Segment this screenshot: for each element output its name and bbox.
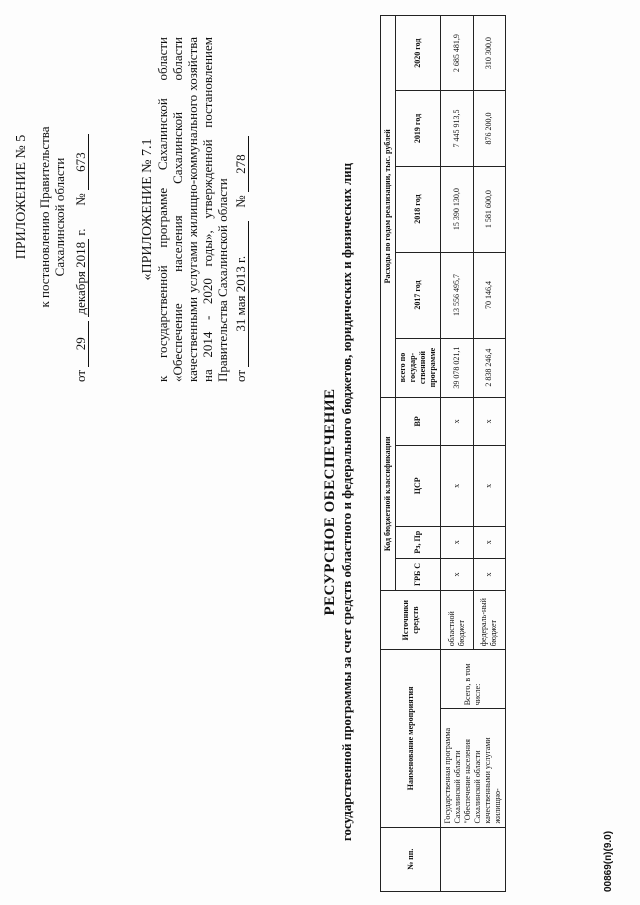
appendix71-text: к государственной программе Сахалинской области «Обеспечение населения Сахалинской области качественными услугами жилищно-коммунального хозяйства на 2014 - 2020 годы», утвержденной постановлением Правительства Сахалинской области (155, 37, 230, 382)
appendix-block (14, 52, 89, 382)
csr-cell: x (441, 446, 474, 527)
total-cell: 39 078 021,1 (441, 338, 474, 397)
rotated-sheet (0, 2, 640, 902)
source-cell: областной бюджет (441, 591, 474, 650)
appendix-date-line: от 29 декабря 2018 г. № 673 (73, 52, 89, 382)
header-csr: ЦСР (396, 446, 441, 527)
appendix-line2: Сахалинской области (52, 157, 67, 277)
y2020-cell: 2 685 481,9 (441, 16, 474, 91)
y2017-cell: 70 146,4 (473, 252, 506, 338)
source-cell: федераль-ный бюджет (473, 591, 506, 650)
appendix-number: 673 (73, 134, 89, 190)
appendix-line1: к постановлению Правительства (37, 126, 52, 308)
y2017-cell: 13 556 495,7 (441, 252, 474, 338)
grbs-cell: x (441, 558, 474, 590)
total-cell: 2 838 246,4 (473, 338, 506, 397)
heading-main: РЕСУРСНОЕ ОБЕСПЕЧЕНИЕ (322, 388, 338, 616)
appendix71-block (140, 37, 249, 382)
y2018-cell: 1 581 600,0 (473, 166, 506, 252)
csr-cell: x (473, 446, 506, 527)
y2020-cell: 310 300,0 (473, 16, 506, 91)
header-2019: 2019 год (396, 91, 441, 166)
header-num: № пп. (381, 827, 441, 891)
header-source: Источники средств (381, 591, 441, 650)
header-grbs: ГРБ С (396, 558, 441, 590)
document-heading (322, 142, 355, 862)
table-row (441, 16, 474, 892)
total-label: Всего, в том числе: (441, 650, 506, 709)
appendix-month-year: декабря 2018 (73, 239, 89, 318)
appendix71-number: 278 (233, 136, 249, 192)
header-vr: ВР (396, 397, 441, 445)
vr-cell: x (473, 397, 506, 445)
header-rzpr: Рз, Пр (396, 526, 441, 558)
document-code: 00869(п)(9.0) (603, 830, 614, 892)
rzpr-cell: x (441, 526, 474, 558)
heading-sub: государственной программы за счет средств областного и федерального бюджетов, юридических и физических лиц (339, 162, 354, 842)
y2019-cell: 7 445 913,5 (441, 91, 474, 166)
program-name: Государственная программа Сахалинской области "Обеспечение населения Сахалинской области качественными услугами жилищно- (441, 709, 506, 827)
header-2020: 2020 год (396, 16, 441, 91)
header-total: всего по государ-ственной программе (396, 338, 441, 397)
y2019-cell: 876 200,0 (473, 91, 506, 166)
resource-table (380, 15, 506, 892)
appendix-day: 29 (73, 321, 89, 367)
header-2017: 2017 год (396, 252, 441, 338)
appendix-title: ПРИЛОЖЕНИЕ № 5 (14, 134, 29, 260)
rzpr-cell: x (473, 526, 506, 558)
grbs-cell: x (473, 558, 506, 590)
header-name: Наименование мероприятия (381, 650, 441, 827)
appendix71-date: 31 мая 2013 г. (233, 221, 249, 367)
header-kbk: Код бюджетной классификации (381, 397, 396, 590)
vr-cell: x (441, 397, 474, 445)
row-num (441, 827, 506, 891)
y2018-cell: 15 390 130,0 (441, 166, 474, 252)
header-expenses: Расходы по годам реализации, тыс. рублей (381, 16, 396, 398)
appendix71-title: «ПРИЛОЖЕНИЕ № 7.1 (140, 138, 155, 281)
appendix71-date-line: от 31 мая 2013 г. № 278 (233, 37, 249, 382)
header-2018: 2018 год (396, 166, 441, 252)
